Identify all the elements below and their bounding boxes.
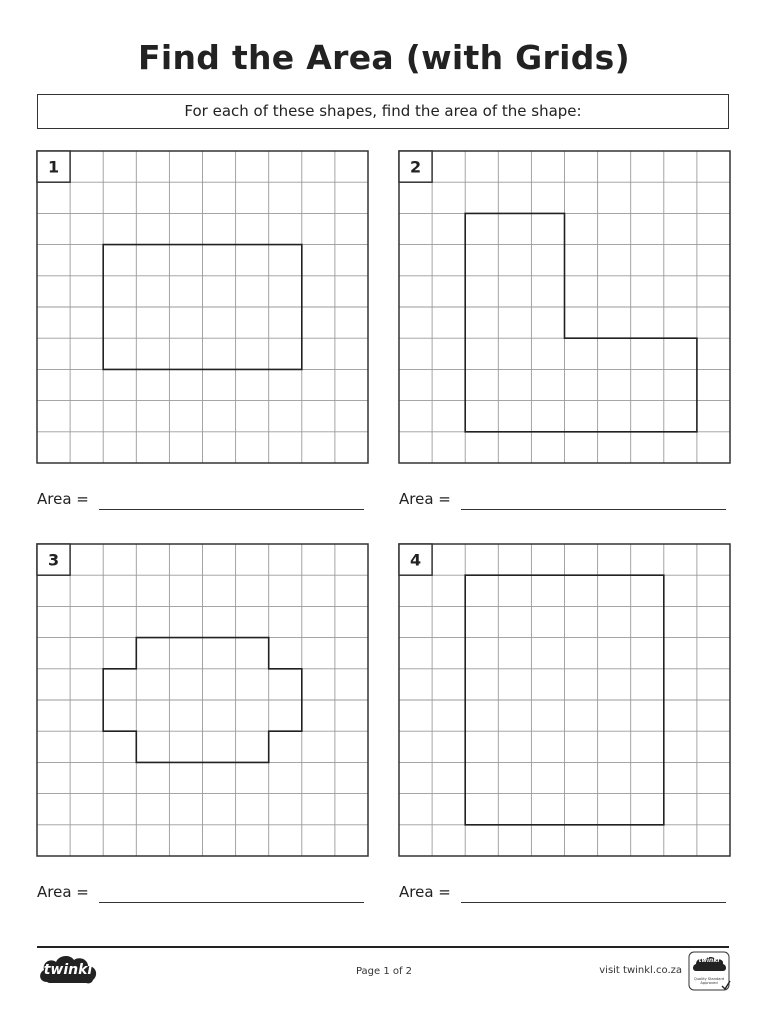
- problem-grid-4: [399, 544, 730, 856]
- problem-number: 2: [409, 157, 422, 177]
- area-label: Area =: [399, 883, 451, 901]
- problem-number: 1: [47, 157, 60, 177]
- footer-divider: [37, 946, 729, 948]
- answer-line[interactable]: [99, 902, 364, 903]
- problem-grid-1: [37, 151, 368, 463]
- area-shape: [465, 213, 697, 431]
- area-answer-2[interactable]: [399, 490, 727, 512]
- answer-line[interactable]: [461, 509, 726, 510]
- area-answer-3[interactable]: [37, 883, 365, 905]
- website-link[interactable]: visit twinkl.co.za: [599, 965, 682, 976]
- answer-line[interactable]: [461, 902, 726, 903]
- quality-badge: [688, 951, 732, 993]
- area-label: Area =: [399, 490, 451, 508]
- area-label: Area =: [37, 490, 89, 508]
- page-title: Find the Area (with Grids): [137, 38, 630, 77]
- problem-number: 3: [47, 550, 60, 570]
- badge-logo-text: twinkl: [698, 957, 720, 964]
- problem-grid-2: [399, 151, 730, 463]
- instructions-box: For each of these shapes, find the area of the shape:: [37, 94, 729, 129]
- answer-line[interactable]: [99, 509, 364, 510]
- badge-caption: Quality Standard Approved: [693, 977, 725, 986]
- area-label: Area =: [37, 883, 89, 901]
- problem-grid-3: [37, 544, 368, 856]
- area-answer-4[interactable]: [399, 883, 727, 905]
- logo-wordmark: twinkl: [43, 962, 93, 978]
- page-number: Page 1 of 2: [355, 966, 413, 977]
- area-answer-1[interactable]: [37, 490, 365, 512]
- problem-number: 4: [409, 550, 422, 570]
